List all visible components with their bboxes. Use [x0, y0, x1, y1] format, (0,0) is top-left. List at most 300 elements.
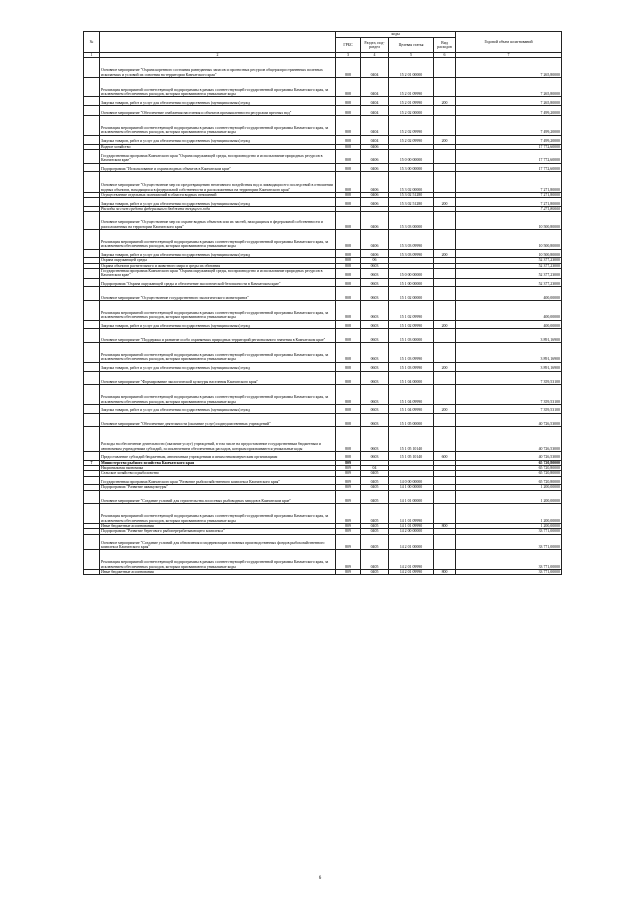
- row-razdel: 0603: [361, 404, 389, 413]
- row-amount: 7 271,80000: [456, 207, 562, 212]
- row-target-article: 15 3 03 09990: [389, 229, 434, 249]
- row-razdel: 0405: [361, 569, 389, 574]
- row-target-article: 14 2 01 00000: [389, 534, 434, 550]
- row-expense-type: 200: [434, 404, 456, 413]
- row-amount: 52 377,23000: [456, 278, 562, 287]
- row-target-article: 15 1 03 00000: [389, 329, 434, 343]
- row-number: [84, 534, 100, 550]
- row-amount: 52 377,23000: [456, 258, 562, 263]
- row-razdel: 0406: [361, 212, 389, 230]
- row-amount: 10 500,80000: [456, 229, 562, 249]
- table-row: [84, 149, 562, 163]
- row-number: [84, 329, 100, 343]
- row-amount: 7 359,53100: [456, 371, 562, 385]
- row-name: Иные бюджетные ассигнования: [100, 569, 336, 574]
- row-name: Подпрограмма "Развитие берегового рыбоперерабатывающего комплекса": [100, 529, 336, 534]
- table-row: [84, 249, 562, 258]
- row-grbs: 808: [336, 329, 361, 343]
- table-row: [84, 287, 562, 301]
- row-razdel: 0603: [361, 329, 389, 343]
- row-amount: 10 500,80000: [456, 212, 562, 230]
- row-grbs: 808: [336, 451, 361, 460]
- row-target-article: 14 2 01 09990: [389, 550, 434, 570]
- row-target-article: 14 0 00 00000: [389, 476, 434, 485]
- row-amount: 65 720,80000: [456, 460, 562, 465]
- row-target-article: 15 3 02 51280: [389, 192, 434, 197]
- row-amount: 400,00000: [456, 301, 562, 321]
- row-name: Реализация мероприятий соответствующей подпрограммы в рамках соответствующей государственной программы Камчатского края, за исключением обеспеченных расходов, которым присваиваются уникальные коды: [100, 116, 336, 136]
- row-razdel: 0603: [361, 343, 389, 363]
- row-razdel: 0603: [361, 413, 389, 427]
- row-target-article: 14 1 00 00000: [389, 485, 434, 490]
- row-name: Государственная программа Камчатского края "Охрана окружающей среды, воспроизводство и использование природных ресурсов в Камчатском крае": [100, 268, 336, 278]
- row-razdel: 0603: [361, 362, 389, 371]
- row-name: Расходы на обеспечение деятельности (оказание услуг) учреждений, в том числе на предоставление государственным бюджетным и автономным учреждениям субсидий, за исключением обеспеченных расходов, которым присваиваются уникальные коды: [100, 427, 336, 452]
- row-razdel: 04: [361, 466, 389, 471]
- table-row: [84, 135, 562, 144]
- row-expense-type: [434, 490, 456, 504]
- row-amount: 1 200,00000: [456, 504, 562, 524]
- table-row: [84, 116, 562, 136]
- row-amount: 17 772,60000: [456, 149, 562, 163]
- row-amount: 1 200,00000: [456, 490, 562, 504]
- row-razdel: 0404: [361, 135, 389, 144]
- row-target-article: 15 1 05 00000: [389, 413, 434, 427]
- row-expense-type: [434, 385, 456, 405]
- row-target-article: 14 2 00 00000: [389, 529, 434, 534]
- row-grbs: 809: [336, 490, 361, 504]
- row-number: [84, 404, 100, 413]
- row-grbs: 809: [336, 476, 361, 485]
- row-expense-type: [434, 268, 456, 278]
- row-target-article: 15 3 03 09990: [389, 249, 434, 258]
- row-amount: 400,00000: [456, 320, 562, 329]
- table-row: [84, 212, 562, 230]
- row-razdel: 0405: [361, 471, 389, 476]
- header-vr: Вид расходов: [434, 38, 456, 53]
- row-target-article: 15 3 02 51280: [389, 198, 434, 207]
- row-number: [84, 212, 100, 230]
- row-amount: 3 891,16900: [456, 343, 562, 363]
- row-name: Министерство рыбного хозяйства Камчатского края: [100, 460, 336, 465]
- row-name: Закупка товаров, работ и услуг для обеспечения государственных (муниципальных) нужд: [100, 198, 336, 207]
- row-amount: 65 720,80000: [456, 466, 562, 471]
- table-row: [84, 172, 562, 193]
- row-target-article: 15 1 03 09990: [389, 343, 434, 363]
- row-name: Сельское хозяйство и рыболовство: [100, 471, 336, 476]
- row-name: Основное мероприятие "Охрана коренного состояния разведанных запасов и прогнозных ресурсов общераспространенных полезных ископаемых и условий их освоения на территории Камчатского края": [100, 58, 336, 78]
- row-amount: 3 891,16900: [456, 329, 562, 343]
- row-expense-type: [434, 476, 456, 485]
- row-target-article: 15 3 03 00000: [389, 212, 434, 230]
- row-amount: 1 200,00000: [456, 524, 562, 529]
- table-row: [84, 490, 562, 504]
- row-razdel: 0405: [361, 490, 389, 504]
- row-number: [84, 249, 100, 258]
- row-number: [84, 504, 100, 524]
- row-grbs: 808: [336, 198, 361, 207]
- row-grbs: 808: [336, 116, 361, 136]
- row-expense-type: [434, 172, 456, 193]
- row-razdel: 0406: [361, 144, 389, 149]
- header-amount: Годовой объем ассигнований: [456, 32, 562, 53]
- row-number: [84, 116, 100, 136]
- header-col-number: 7: [456, 53, 562, 58]
- row-razdel: 0603: [361, 385, 389, 405]
- row-number: [84, 490, 100, 504]
- row-name: Реализация мероприятий соответствующей подпрограммы в рамках соответствующей государственной программы Камчатского края, за исключением обеспеченных расходов, которым присваиваются уникальные коды: [100, 385, 336, 405]
- table-row: [84, 550, 562, 570]
- row-expense-type: [434, 504, 456, 524]
- row-name: Иные бюджетные ассигнования: [100, 524, 336, 529]
- header-grbs: ГРБС: [336, 38, 361, 53]
- row-amount: 7 271,80000: [456, 192, 562, 197]
- table-row: [84, 371, 562, 385]
- row-name: Основное мероприятие "Создание условий для строительства лососевых рыбоводных заводов в Камчатском крае": [100, 490, 336, 504]
- row-razdel: 0603: [361, 287, 389, 301]
- row-name: Охрана объектов растительного и животного мира и среды их обитания: [100, 263, 336, 268]
- row-grbs: 808: [336, 258, 361, 263]
- row-razdel: 0404: [361, 97, 389, 106]
- row-number: [84, 371, 100, 385]
- header-name: [100, 32, 336, 53]
- row-grbs: 809: [336, 460, 361, 465]
- row-number: [84, 149, 100, 163]
- row-expense-type: 200: [434, 249, 456, 258]
- row-grbs: 808: [336, 144, 361, 149]
- table-row: [84, 504, 562, 524]
- table-row: [84, 404, 562, 413]
- row-amount: 7 271,80000: [456, 172, 562, 193]
- row-amount: 40 726,53000: [456, 413, 562, 427]
- row-grbs: 808: [336, 320, 361, 329]
- row-expense-type: 600: [434, 451, 456, 460]
- row-expense-type: [434, 278, 456, 287]
- row-number: [84, 287, 100, 301]
- row-expense-type: [434, 163, 456, 172]
- row-expense-type: [434, 427, 456, 452]
- row-amount: 7 265,80000: [456, 97, 562, 106]
- row-grbs: 808: [336, 287, 361, 301]
- row-amount: 1 200,00000: [456, 485, 562, 490]
- row-number: [84, 550, 100, 570]
- row-razdel: 0603: [361, 263, 389, 268]
- table-row: [84, 198, 562, 207]
- row-target-article: 15 2 02 00000: [389, 106, 434, 116]
- row-razdel: 0406: [361, 198, 389, 207]
- header-cs: Целевая статья: [389, 38, 434, 53]
- row-expense-type: [434, 58, 456, 78]
- row-grbs: 808: [336, 427, 361, 452]
- row-target-article: 15 2 01 09990: [389, 97, 434, 106]
- header-razdel: Раздел, под-раздел: [361, 38, 389, 53]
- row-amount: 7 265,80000: [456, 58, 562, 78]
- row-expense-type: [434, 371, 456, 385]
- row-target-article: 15 1 02 00000: [389, 287, 434, 301]
- row-name: Водное хозяйство: [100, 144, 336, 149]
- row-expense-type: [434, 116, 456, 136]
- row-expense-type: [434, 343, 456, 363]
- row-amount: 400,00000: [456, 287, 562, 301]
- row-number: [84, 77, 100, 97]
- row-number: [84, 268, 100, 278]
- row-grbs: 808: [336, 278, 361, 287]
- row-grbs: 808: [336, 371, 361, 385]
- row-number: [84, 385, 100, 405]
- table-row: [84, 58, 562, 78]
- row-target-article: 14 1 01 09990: [389, 504, 434, 524]
- row-grbs: 808: [336, 343, 361, 363]
- row-grbs: 809: [336, 524, 361, 529]
- header-col-number: 2: [100, 53, 336, 58]
- row-razdel: 0603: [361, 371, 389, 385]
- row-expense-type: [434, 534, 456, 550]
- table-body: [84, 58, 562, 575]
- row-target-article: 15 1 02 09990: [389, 301, 434, 321]
- row-amount: 10 500,80000: [456, 249, 562, 258]
- row-name: Основное мероприятие "Обеспечение деятельности (оказание услуг) подведомственных учреждений": [100, 413, 336, 427]
- row-razdel: 0603: [361, 278, 389, 287]
- row-razdel: 0405: [361, 534, 389, 550]
- row-amount: 7 359,53100: [456, 385, 562, 405]
- row-name: Государственная программа Камчатского края "Охрана окружающей среды, воспроизводство и использование природных ресурсов в Камчатском крае": [100, 149, 336, 163]
- row-target-article: 14 1 01 09990: [389, 524, 434, 529]
- row-razdel: 0603: [361, 301, 389, 321]
- row-name: Основное мероприятие "Осуществление мер по предотвращению негативного воздействия вод и ликвидации его последствий в отношении водных объектов, находящихся в федеральной собственности и расположенных на территории Камчатского края": [100, 172, 336, 193]
- row-expense-type: 200: [434, 198, 456, 207]
- row-razdel: 0405: [361, 529, 389, 534]
- row-expense-type: 200: [434, 362, 456, 371]
- row-grbs: 808: [336, 163, 361, 172]
- row-razdel: 0603: [361, 451, 389, 460]
- table-row: [84, 427, 562, 452]
- table-row: [84, 77, 562, 97]
- row-razdel: 0404: [361, 77, 389, 97]
- table-row: [84, 476, 562, 485]
- row-amount: 7 359,53100: [456, 404, 562, 413]
- row-name: Закупка товаров, работ и услуг для обеспечения государственных (муниципальных) нужд: [100, 97, 336, 106]
- table-row: [84, 413, 562, 427]
- row-number: [84, 451, 100, 460]
- table-row: [84, 163, 562, 172]
- row-amount: 65 720,80000: [456, 476, 562, 485]
- row-name: Предоставление субсидий бюджетным, автономным учреждениям и иным некоммерческим организациям: [100, 451, 336, 460]
- row-amount: 7 499,20000: [456, 116, 562, 136]
- row-name: Реализация мероприятий соответствующей подпрограммы в рамках соответствующей государственной программы Камчатского края, за исключением обеспеченных расходов, которым присваиваются уникальные коды: [100, 301, 336, 321]
- row-number: [84, 301, 100, 321]
- row-target-article: 15 1 04 09990: [389, 385, 434, 405]
- row-grbs: 809: [336, 529, 361, 534]
- header-col-number: 5: [389, 53, 434, 58]
- table-row: [84, 229, 562, 249]
- row-grbs: 808: [336, 58, 361, 78]
- row-razdel: 0406: [361, 249, 389, 258]
- row-name: Государственная программа Камчатского края "Развитие рыбохозяйственного комплекса Камчатского края": [100, 476, 336, 485]
- row-expense-type: 200: [434, 320, 456, 329]
- table-row: [84, 343, 562, 363]
- row-grbs: 808: [336, 212, 361, 230]
- row-name: Национальная экономика: [100, 466, 336, 471]
- row-number: [84, 413, 100, 427]
- row-razdel: 0406: [361, 149, 389, 163]
- row-expense-type: [434, 329, 456, 343]
- row-grbs: 808: [336, 404, 361, 413]
- row-number: [84, 135, 100, 144]
- row-target-article: 15 1 00 00000: [389, 278, 434, 287]
- row-expense-type: 800: [434, 569, 456, 574]
- row-expense-type: [434, 413, 456, 427]
- budget-sheet: [83, 31, 561, 575]
- row-amount: 33 771,00000: [456, 534, 562, 550]
- row-razdel: 0404: [361, 106, 389, 116]
- row-grbs: 808: [336, 149, 361, 163]
- row-grbs: 808: [336, 97, 361, 106]
- row-number: [84, 97, 100, 106]
- row-expense-type: [434, 287, 456, 301]
- row-number: [84, 278, 100, 287]
- row-expense-type: 200: [434, 97, 456, 106]
- row-razdel: 0404: [361, 58, 389, 78]
- page-number: 6: [318, 876, 322, 881]
- row-razdel: 0406: [361, 192, 389, 197]
- row-name: Закупка товаров, работ и услуг для обеспечения государственных (муниципальных) нужд: [100, 362, 336, 371]
- row-name: Основное мероприятие "Формирование экологической культуры населения Камчатского края": [100, 371, 336, 385]
- row-grbs: 809: [336, 466, 361, 471]
- row-number: [84, 229, 100, 249]
- row-grbs: 808: [336, 249, 361, 258]
- row-amount: 7 499,20000: [456, 106, 562, 116]
- row-name: Реализация мероприятий соответствующей подпрограммы в рамках соответствующей государственной программы Камчатского края, за исключением обеспеченных расходов, которым присваиваются уникальные коды: [100, 343, 336, 363]
- row-razdel: 0404: [361, 116, 389, 136]
- table-row: [84, 385, 562, 405]
- table-row: [84, 569, 562, 574]
- row-grbs: 809: [336, 550, 361, 570]
- row-name: Основное мероприятие "Поддержка и развитие особо охраняемых природных территорий регионального значения в Камчатском крае": [100, 329, 336, 343]
- row-razdel: 0603: [361, 427, 389, 452]
- row-grbs: 809: [336, 534, 361, 550]
- table-row: [84, 106, 562, 116]
- table-row: [84, 97, 562, 106]
- table-row: [84, 268, 562, 278]
- row-name: Охрана окружающей среды: [100, 258, 336, 263]
- row-target-article: 15 2 02 09990: [389, 116, 434, 136]
- row-amount: 52 377,23000: [456, 263, 562, 268]
- row-expense-type: [434, 229, 456, 249]
- row-grbs: 808: [336, 268, 361, 278]
- row-amount: 7 265,80000: [456, 77, 562, 97]
- row-name: Закупка товаров, работ и услуг для обеспечения государственных (муниципальных) нужд: [100, 249, 336, 258]
- row-target-article: 14 2 01 09990: [389, 569, 434, 574]
- row-razdel: 0603: [361, 268, 389, 278]
- row-target-article: 15 3 02 00000: [389, 172, 434, 193]
- row-target-article: 15 0 00 00000: [389, 149, 434, 163]
- table-row: [84, 320, 562, 329]
- row-number: [84, 427, 100, 452]
- row-amount: 65 720,80000: [456, 471, 562, 476]
- row-number: [84, 172, 100, 193]
- row-razdel: 0406: [361, 229, 389, 249]
- row-target-article: 15 1 03 09990: [389, 362, 434, 371]
- header-col-number: 6: [434, 53, 456, 58]
- row-name: Реализация мероприятий соответствующей подпрограммы в рамках соответствующей государственной программы Камчатского края, за исключением обеспеченных расходов, которым присваиваются уникальные коды: [100, 504, 336, 524]
- row-grbs: 808: [336, 385, 361, 405]
- row-expense-type: [434, 550, 456, 570]
- row-name: Подпрограмма "Использование и охрана водных объектов в Камчатском крае": [100, 163, 336, 172]
- row-amount: 7 499,20000: [456, 135, 562, 144]
- row-number: [84, 320, 100, 329]
- row-name: Расходы за счет средств федерального бюджета текущего года: [100, 207, 336, 212]
- row-name: Подпрограмма "Развитие аквакультуры": [100, 485, 336, 490]
- row-target-article: 15 3 00 00000: [389, 163, 434, 172]
- row-name: Реализация мероприятий соответствующей подпрограммы в рамках соответствующей государственной программы Камчатского края, за исключением обеспеченных расходов, которым присваиваются уникальные коды: [100, 550, 336, 570]
- table-row: [84, 329, 562, 343]
- row-target-article: 15 0 00 00000: [389, 268, 434, 278]
- header-col-number: 4: [361, 53, 389, 58]
- row-grbs: 808: [336, 135, 361, 144]
- row-number: [84, 362, 100, 371]
- row-amount: 40 726,53000: [456, 451, 562, 460]
- row-target-article: 14 1 01 00000: [389, 490, 434, 504]
- row-number: [84, 569, 100, 574]
- row-grbs: 809: [336, 485, 361, 490]
- row-expense-type: [434, 77, 456, 97]
- row-razdel: 06: [361, 258, 389, 263]
- row-number: 7: [84, 460, 100, 465]
- row-grbs: 808: [336, 192, 361, 197]
- row-expense-type: 200: [434, 135, 456, 144]
- row-razdel: 0406: [361, 172, 389, 193]
- row-number: [84, 106, 100, 116]
- row-amount: 3 891,16900: [456, 362, 562, 371]
- row-grbs: 809: [336, 569, 361, 574]
- header-num: №: [84, 32, 100, 53]
- row-name: Закупка товаров, работ и услуг для обеспечения государственных (муниципальных) нужд: [100, 135, 336, 144]
- row-razdel: 0406: [361, 163, 389, 172]
- row-name: Подпрограмма "Охрана окружающей среды и обеспечение экологической безопасности в Камчатском крае": [100, 278, 336, 287]
- table-row: [84, 451, 562, 460]
- row-name: Реализация мероприятий соответствующей подпрограммы в рамках соответствующей государственной программы Камчатского края, за исключением обеспеченных расходов, которым присваиваются уникальные коды: [100, 77, 336, 97]
- row-expense-type: [434, 301, 456, 321]
- header-col-number: 1: [84, 53, 100, 58]
- table-row: [84, 534, 562, 550]
- row-number: [84, 476, 100, 485]
- row-target-article: 15 1 05 10140: [389, 451, 434, 460]
- row-grbs: 808: [336, 413, 361, 427]
- row-target-article: 15 2 02 09990: [389, 135, 434, 144]
- row-name: Закупка товаров, работ и услуг для обеспечения государственных (муниципальных) нужд: [100, 404, 336, 413]
- row-number: [84, 58, 100, 78]
- row-name: Основное мероприятие "Осуществление мер по охране водных объектов или их частей, находящихся в федеральной собственности и расположенных на территории Камчатского края": [100, 212, 336, 230]
- row-number: [84, 343, 100, 363]
- row-target-article: 15 2 01 00000: [389, 58, 434, 78]
- row-target-article: 15 1 05 10140: [389, 427, 434, 452]
- row-amount: 33 771,00000: [456, 550, 562, 570]
- row-razdel: 0405: [361, 485, 389, 490]
- header-col-number: 3: [336, 53, 361, 58]
- row-amount: 52 377,23000: [456, 268, 562, 278]
- row-target-article: 15 2 01 09990: [389, 77, 434, 97]
- row-amount: 17 772,60000: [456, 144, 562, 149]
- row-amount: 17 772,60000: [456, 163, 562, 172]
- row-expense-type: [434, 212, 456, 230]
- table-row: [84, 362, 562, 371]
- row-grbs: 809: [336, 504, 361, 524]
- row-razdel: 0405: [361, 476, 389, 485]
- row-grbs: 808: [336, 362, 361, 371]
- row-name: Осуществление отдельных полномочий в области водных отношений: [100, 192, 336, 197]
- row-grbs: 809: [336, 471, 361, 476]
- row-razdel: 0405: [361, 524, 389, 529]
